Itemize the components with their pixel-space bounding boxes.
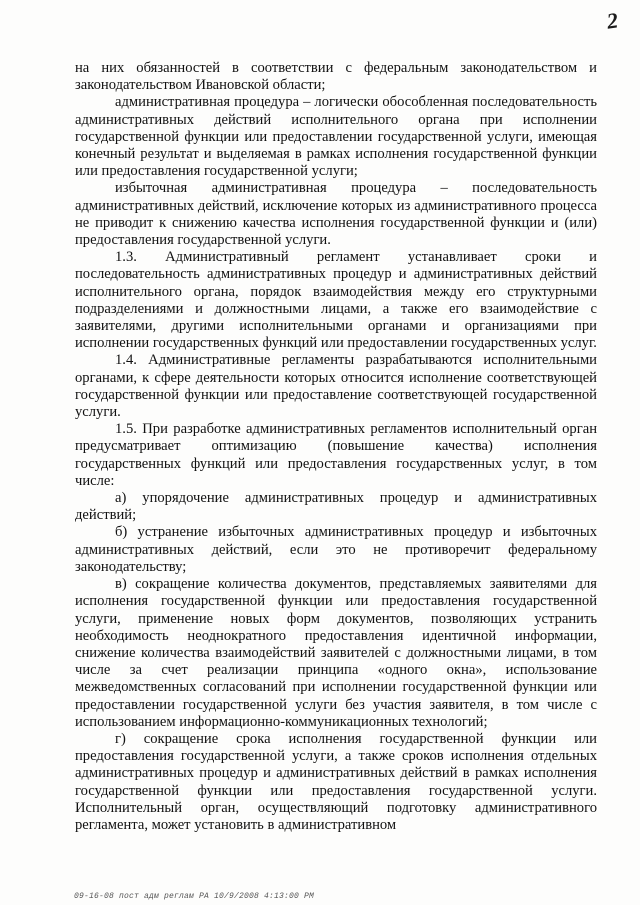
file-footer: 09-16-08 пост адм реглам РА 10/9/2008 4:13:00 PM <box>74 892 315 901</box>
paragraph: 1.3. Административный регламент устанавливает сроки и последовательность административных процедур и административных действий исполнительного органа, порядок взаимодействия между его структурными подразделениями и должностными лицами, а также его взаимодействие с заявителями, другими исполнительными органами и организациями при исполнении государственных функций или предоставлении государственных услуг. <box>75 249 597 352</box>
document-body <box>75 60 597 834</box>
handwritten-page-number: 2 <box>605 7 620 34</box>
paragraph: административная процедура – логически обособленная последовательность административных действий исполнительного органа при исполнении государственной функции или предоставлении государственной услуги, имеющая конечный результат и выделяемая в рамках исполнения государственной функции или предоставления государственной услуги; <box>75 94 597 180</box>
paragraph: 1.4. Административные регламенты разрабатываются исполнительными органами, к сфере деятельности которых относится исполнение соответствующей государственной функции или предоставление соответствующей государственной услуги. <box>75 352 597 421</box>
paragraph: избыточная административная процедура – последовательность административных действий, исключение которых из административного процесса не приводит к снижению качества исполнения государственной функции и (или) предоставления государственной услуги. <box>75 180 597 249</box>
paragraph: в) сокращение количества документов, представляемых заявителями для исполнения государственной функции или предоставления государственной услуги, применение новых форм документов, позволяющих устранить необходимость неоднократного предоставления идентичной информации, снижение количества взаимодействий заявителей с должностными лицами, в том числе за счет реализации принципа «одного окна», использование межведомственных согласований при исполнении государственной функции или предоставлении государственной услуги без участия заявителя, в том числе с использованием информационно-коммуникационных технологий; <box>75 576 597 730</box>
paragraph: 1.5. При разработке административных регламентов исполнительный орган предусматривает оптимизацию (повышение качества) исполнения государственных функций или предоставления государственных услуг, в том числе: <box>75 421 597 489</box>
paragraph: б) устранение избыточных административных процедур и избыточных административных действий, если это не противоречит федеральному законодательству; <box>75 524 597 575</box>
paragraph: г) сокращение срока исполнения государственной функции или предоставления государственной услуги, а также сроков исполнения отдельных административных процедур и административных действий в рамках исполнения государственной функции или предоставления государственной услуги. Исполнительный орган, осуществляющий подготовку административного регламента, может установить в административном <box>75 730 597 833</box>
paragraph: на них обязанностей в соответствии с федеральным законодательством и законодательством Ивановской области; <box>75 60 597 94</box>
paragraph: а) упорядочение административных процедур и административных действий; <box>75 490 597 524</box>
